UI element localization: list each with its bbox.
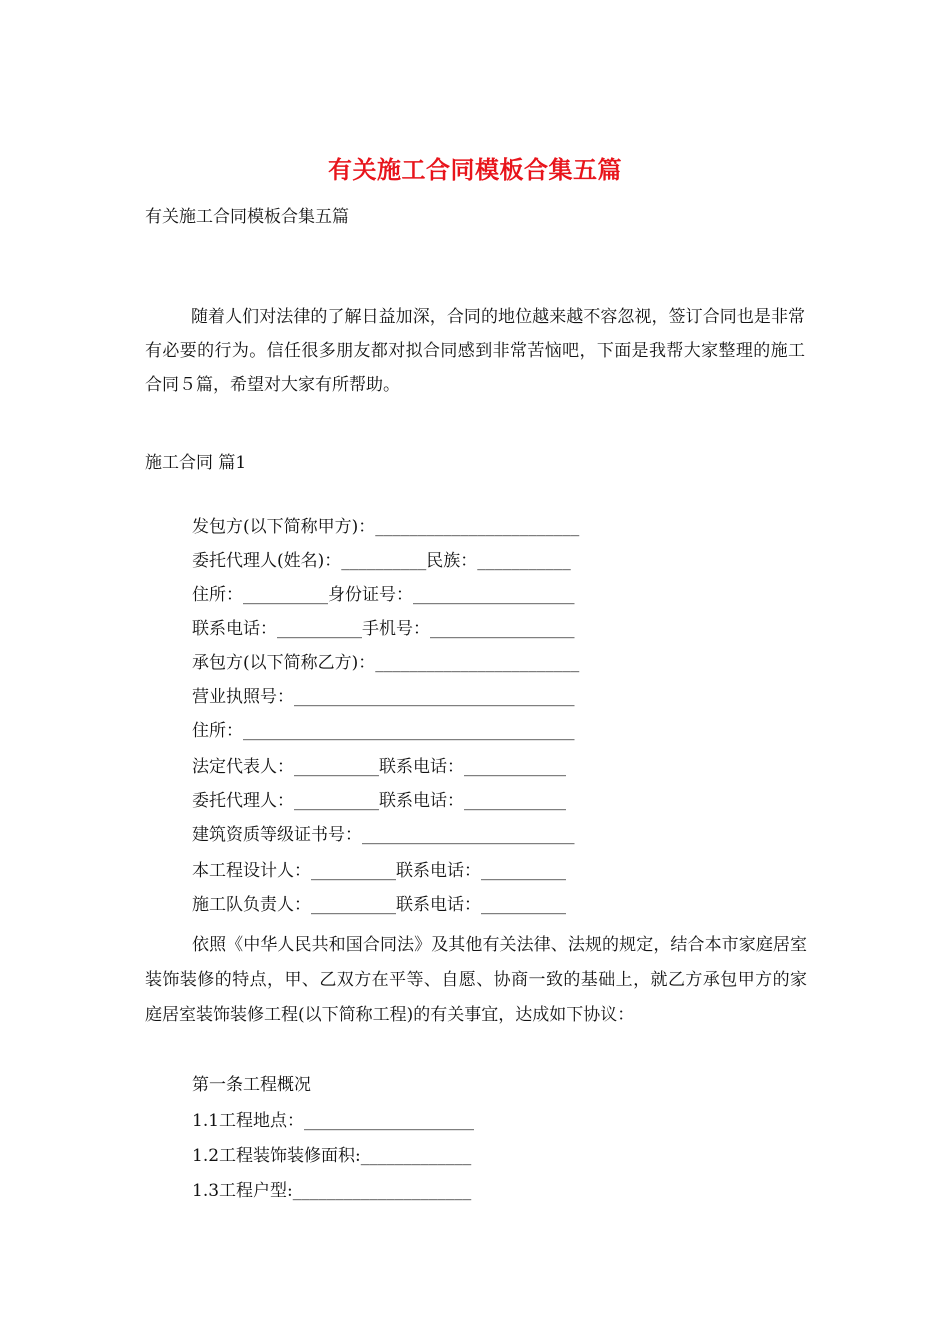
intro-paragraph: 随着人们对法律的了解日益加深，合同的地位越来越不容忽视，签订合同也是非常有必要的行为。信任很多朋友都对拟合同感到非常苦恼吧，下面是我帮大家整理的施工合同５篇，希望对大家有所帮助。: [145, 307, 805, 395]
field-line-agent: 委托代理人：__________联系电话：____________: [192, 791, 566, 811]
field-line-legal-rep: 法定代表人：__________联系电话：____________: [192, 757, 566, 777]
item-location: 1.1工程地点：____________________: [192, 1111, 475, 1131]
field-line-license: 营业执照号：_________________________________: [192, 687, 575, 707]
document-subtitle: 有关施工合同模板合集五篇: [145, 207, 349, 227]
item-area: 1.2工程装饰装修面积:_____________: [192, 1146, 472, 1166]
field-line-qualification: 建筑资质等级证书号：_________________________: [192, 825, 575, 845]
field-line-address-id: 住所：__________身份证号：___________________: [192, 585, 575, 605]
item-layout: 1.3工程户型:_____________________: [192, 1181, 472, 1201]
field-line-contractor: 承包方(以下简称乙方)：________________________: [192, 653, 580, 673]
section-heading: 施工合同 篇1: [145, 453, 247, 473]
field-line-phone: 联系电话：__________手机号：_________________: [192, 619, 575, 639]
document-title: 有关施工合同模板合集五篇: [328, 155, 622, 184]
field-line-agent-name: 委托代理人(姓名)：__________民族：___________: [192, 551, 571, 571]
field-line-employer: 发包方(以下简称甲方)：________________________: [192, 517, 580, 537]
article-heading: 第一条工程概况: [192, 1075, 311, 1095]
field-line-designer: 本工程设计人：__________联系电话：__________: [192, 861, 566, 881]
body-paragraph: 依照《中华人民共和国合同法》及其他有关法律、法规的规定，结合本市家庭居室装饰装修的特点，甲、乙双方在平等、自愿、协商一致的基础上，就乙方承包甲方的家庭居室装饰装修工程(以下简称工程)的有关事宜，达成如下协议：: [145, 935, 807, 1025]
field-line-address: 住所：_______________________________________: [192, 721, 575, 741]
field-line-team-lead: 施工队负责人：__________联系电话：__________: [192, 895, 566, 915]
